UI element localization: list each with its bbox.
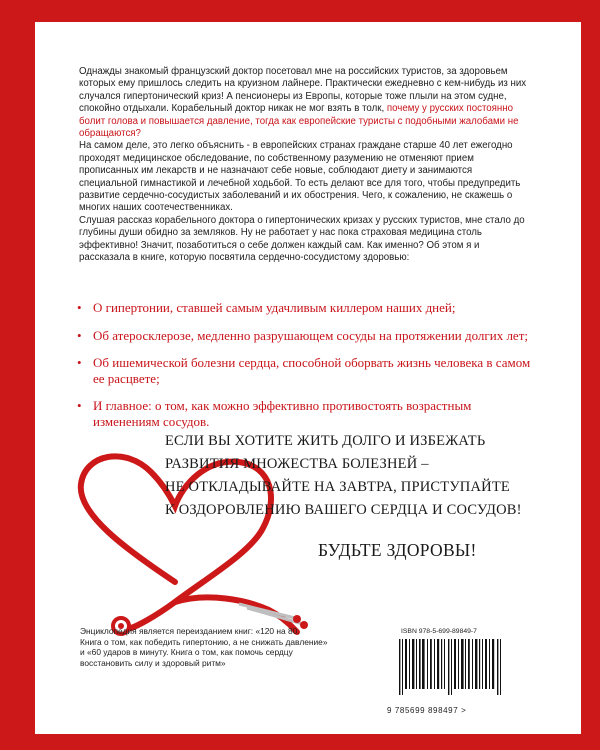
bullet-icon: •	[77, 327, 82, 343]
appeal-line: РАЗВИТИЯ МНОЖЕСТВА БОЛЕЗНЕЙ –	[165, 456, 429, 472]
topics-list	[77, 300, 537, 441]
topic-item: • И главное: о том, как можно эффективно противостоять возрастным изменениям сосудов.	[77, 398, 472, 429]
cover-panel	[35, 22, 581, 734]
edition-note	[80, 626, 328, 668]
edition-note-line: Книга о том, как победить гипертонию, а не снижать давление»	[80, 636, 328, 647]
barcode-block	[387, 628, 515, 718]
closing-slogan: БУДЬТЕ ЗДОРОВЫ!	[318, 540, 477, 560]
barcode-icon	[387, 635, 515, 701]
barcode-number: 9 785699 898497 >	[387, 706, 467, 715]
topic-item: • О гипертонии, ставшей самым удачливым киллером наших дней;	[77, 300, 456, 315]
bullet-icon: •	[77, 300, 82, 315]
edition-note-line: восстановить силу и здоровый ритм»	[80, 657, 226, 668]
topic-item: • Об ишемической болезни сердца, способной оборвать жизнь человека в самом ее расцвете;	[77, 355, 531, 386]
intro-paragraph-3: Слушая рассказ корабельного доктора о гипертонических кризах у русских туристов, мне стало до глубины души обидно за земляков. Ну не работает у нас пока страховая медицина столь эффективно! Значит, позаботиться о себе должен каждый сам. Как именно? Об этом я и рассказала в книге, которую посвятила сердечно-сосудистому здоровью:	[79, 214, 525, 264]
appeal-line: К ОЗДОРОВЛЕНИЮ ВАШЕГО СЕРДЦА И СОСУДОВ!	[165, 502, 522, 518]
appeal-block	[165, 430, 565, 522]
bullet-icon: •	[77, 398, 82, 413]
bullet-icon: •	[77, 355, 82, 370]
appeal-line: НЕ ОТКЛАДЫВАЙТЕ НА ЗАВТРА, ПРИСТУПАЙТЕ	[165, 479, 510, 495]
edition-note-line: Энциклопедия является переизданием книг: «120 на 80.	[80, 626, 300, 636]
isbn-label: ISBN 978-5-699-89849-7	[401, 628, 477, 635]
intro-highlight: почему у русских постоянно болит голова и повышается давление, тогда как европейские туристы с подобными жалобами не обращаются?	[79, 103, 519, 140]
edition-note-line: и «60 ударов в минуту. Книга о том, как помочь сердцу	[80, 647, 293, 658]
intro-paragraph-1: Однажды знакомый французский доктор посетовал мне на российских туристов, за здоровьем которых ему пришлось следить на круизном лайнере. Практически ежедневно с кем-нибудь из них случался гипертонический криз! А пенсионеры из Европы, которые тоже плыли на этом судне, спокойно отдыхали. Корабельный доктор никак не мог взять в толк, почему у русских постоянно болит голова и повышается давление, тогда как европейские туристы с подобными жалобами не обращаются?	[79, 66, 527, 140]
topic-item: • Об атеросклерозе, медленно разрушающем сосуды на протяжении долгих лет;	[77, 327, 528, 343]
intro-paragraph-2: На самом деле, это легко объяснить - в европейских странах граждане старше 40 лет ежегодно проходят медицинское обследование, по собственному разумению не отменяют прием прописанных им лекарств и не назначают себе новые, соблюдают диету и занимаются специальной гимнастикой и лечебной ходьбой. То есть делают все для того, чтобы предупредить развитие сердечно-сосудистых заболеваний и их обострения. Чего, к сожалению, не скажешь о многих наших соотечественниках.	[79, 140, 521, 214]
appeal-line: ЕСЛИ ВЫ ХОТИТЕ ЖИТЬ ДОЛГО И ИЗБЕЖАТЬ	[165, 433, 486, 449]
intro-text	[79, 66, 529, 265]
